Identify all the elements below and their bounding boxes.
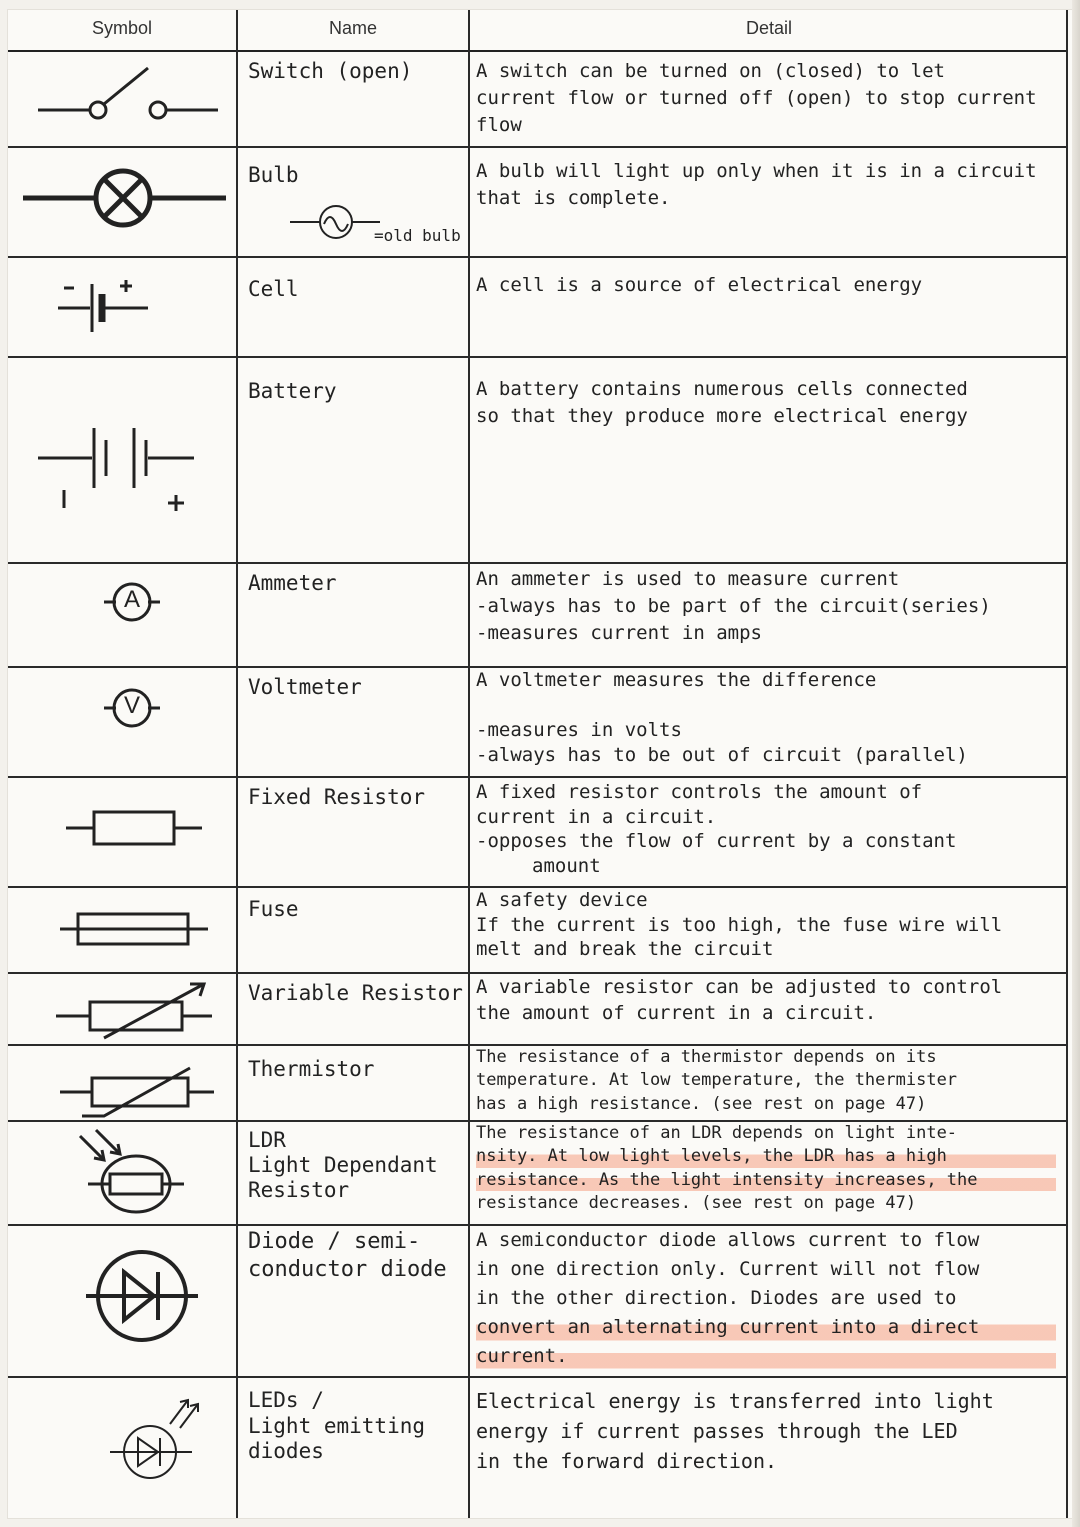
component-detail: A voltmeter measures the difference -measures in volts -always has to be out of circuit (parallel) — [476, 669, 968, 767]
header-detail: Detail — [745, 18, 793, 38]
header-symbol: Symbol — [91, 18, 153, 38]
ammeter-icon: A — [8, 564, 236, 668]
table-row — [8, 1378, 1068, 1518]
battery-icon — [8, 358, 236, 564]
component-name: Voltmeter — [248, 675, 362, 699]
component-detail: A switch can be turned on (closed) to let current flow or turned off (open) to stop current flow — [476, 60, 1037, 136]
old-bulb-icon — [290, 200, 380, 244]
table-row — [8, 148, 1068, 258]
table-row — [8, 1046, 1068, 1122]
component-name: Fixed Resistor — [248, 785, 426, 809]
table-row — [8, 888, 1068, 974]
component-detail: A battery contains numerous cells connected so that they produce more electrical energy — [476, 378, 968, 427]
led-icon — [8, 1378, 236, 1518]
table-row — [8, 258, 1068, 358]
notes-sheet — [8, 10, 1072, 1518]
table-row — [8, 50, 1068, 148]
fuse-icon — [8, 888, 236, 974]
component-name: Bulb — [248, 163, 299, 187]
table-row — [8, 974, 1068, 1046]
old-bulb-label: =old bulb — [374, 226, 461, 245]
table-row — [8, 668, 1068, 778]
component-name: Variable Resistor — [248, 981, 463, 1005]
component-detail: Electrical energy is transferred into light energy if current passes through the LED in the forward direction. — [476, 1389, 994, 1473]
variable-resistor-icon — [8, 974, 236, 1046]
voltmeter-icon: V — [8, 668, 236, 778]
fixed-resistor-icon — [8, 778, 236, 888]
component-name: Diode / semi- conductor diode — [248, 1229, 447, 1282]
header-name: Name — [328, 18, 377, 38]
switch-open-icon — [8, 50, 236, 148]
thermistor-icon — [8, 1046, 236, 1122]
table-row — [8, 1122, 1068, 1226]
component-detail: A bulb will light up only when it is in a circuit that is complete. — [476, 160, 1037, 209]
component-detail: A cell is a source of electrical energy — [476, 274, 923, 296]
component-detail: A variable resistor can be adjusted to control the amount of current in a circuit. — [476, 976, 1003, 1025]
diode-icon — [8, 1226, 236, 1378]
component-name: LDR Light Dependant Resistor — [248, 1128, 438, 1203]
page-edge — [1072, 0, 1080, 1527]
component-detail: The resistance of an LDR depends on light inte- nsity. At low light levels, the LDR has a high resistance. As the light intensity increases, the resistance decreases. (see rest on page 47) — [476, 1122, 1056, 1216]
component-name: Battery — [248, 379, 337, 403]
component-detail: The resistance of a thermistor depends on its temperature. At low temperature, the thermister has a high resistance. (see rest on page 47) — [476, 1047, 958, 1114]
component-name: Ammeter — [248, 571, 337, 595]
component-name: Cell — [248, 277, 299, 301]
component-name: Switch (open) — [248, 59, 413, 83]
component-detail: A safety device If the current is too high, the fuse wire will melt and break the circuit — [476, 889, 1003, 961]
ldr-icon — [8, 1122, 236, 1226]
bulb-icon — [8, 148, 236, 258]
table-header — [8, 10, 1068, 52]
table-row — [8, 778, 1068, 888]
component-detail: An ammeter is used to measure current -always has to be part of the circuit(series) -measures current in amps — [476, 568, 991, 644]
component-detail: A semiconductor diode allows current to flow in one direction only. Current will not flow in the other direction. Diodes are used to convert an alternating current into a direct current. — [476, 1226, 1056, 1370]
component-name: Thermistor — [248, 1057, 375, 1081]
table-row — [8, 1226, 1068, 1378]
cell-icon — [8, 258, 236, 358]
component-name: LEDs / Light emitting diodes — [248, 1388, 426, 1464]
component-name: Fuse — [248, 897, 299, 921]
table-row — [8, 358, 1068, 564]
component-detail: A fixed resistor controls the amount of current in a circuit. -opposes the flow of current by a constant amount — [476, 781, 957, 878]
table-row — [8, 564, 1068, 668]
